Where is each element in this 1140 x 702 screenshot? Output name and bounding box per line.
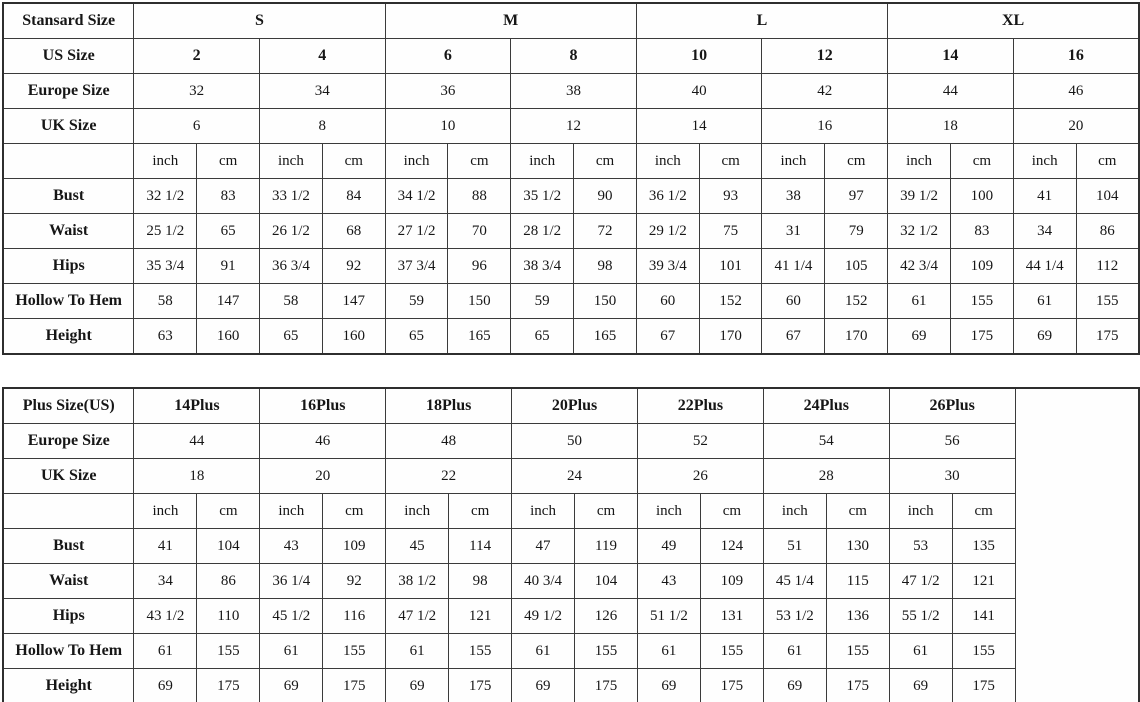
header-cell: Europe Size <box>3 424 134 459</box>
data-cell: inch <box>259 144 322 179</box>
data-cell: 63 <box>134 319 197 355</box>
table-row <box>3 459 1139 494</box>
data-cell: 30 <box>889 459 1015 494</box>
data-cell: 58 <box>259 284 322 319</box>
data-cell: 39 3/4 <box>636 249 699 284</box>
header-cell: 14 <box>888 39 1014 74</box>
data-cell: 22 <box>386 459 512 494</box>
data-cell: 175 <box>323 669 386 702</box>
data-cell: 58 <box>134 284 197 319</box>
header-cell: 26Plus <box>889 388 1015 424</box>
data-cell: 109 <box>700 564 763 599</box>
data-cell: 175 <box>950 319 1013 355</box>
data-cell: 18 <box>888 109 1014 144</box>
data-cell: 150 <box>448 284 511 319</box>
data-cell: 130 <box>826 529 889 564</box>
data-cell: 112 <box>1076 249 1139 284</box>
header-cell: Plus Size(US) <box>3 388 134 424</box>
data-cell: 155 <box>950 284 1013 319</box>
data-cell: 61 <box>889 634 952 669</box>
data-cell: 141 <box>952 599 1015 634</box>
data-cell: 44 <box>134 424 260 459</box>
data-cell: 28 <box>763 459 889 494</box>
data-cell: 46 <box>260 424 386 459</box>
table-row <box>3 179 1139 214</box>
table-row <box>3 3 1139 39</box>
data-cell: 91 <box>197 249 260 284</box>
data-cell: 35 1/2 <box>511 179 574 214</box>
data-cell: 38 <box>511 74 637 109</box>
data-cell: 170 <box>825 319 888 355</box>
data-cell: 50 <box>512 424 638 459</box>
table-row <box>3 249 1139 284</box>
data-cell: 36 1/2 <box>636 179 699 214</box>
header-cell: 10 <box>636 39 762 74</box>
data-cell: 44 <box>888 74 1014 109</box>
data-cell: 86 <box>1076 214 1139 249</box>
standard-size-tbody <box>3 3 1139 354</box>
data-cell: cm <box>950 144 1013 179</box>
data-cell: 59 <box>511 284 574 319</box>
data-cell: 155 <box>323 634 386 669</box>
data-cell: 100 <box>950 179 1013 214</box>
data-cell: 83 <box>950 214 1013 249</box>
data-cell: 69 <box>386 669 449 702</box>
data-cell: 69 <box>889 669 952 702</box>
data-cell: 32 <box>134 74 260 109</box>
data-cell: 33 1/2 <box>259 179 322 214</box>
blank-cell <box>3 144 134 179</box>
data-cell: 124 <box>700 529 763 564</box>
data-cell: 84 <box>322 179 385 214</box>
data-cell: 69 <box>763 669 826 702</box>
table-row <box>3 319 1139 355</box>
data-cell: 136 <box>826 599 889 634</box>
data-cell: 121 <box>449 599 512 634</box>
table-row <box>3 669 1139 702</box>
header-cell: Hollow To Hem <box>3 284 134 319</box>
data-cell: 98 <box>574 249 637 284</box>
data-cell: 40 <box>636 74 762 109</box>
table-row <box>3 494 1139 529</box>
data-cell: 34 <box>1013 214 1076 249</box>
table-row <box>3 39 1139 74</box>
data-cell: 175 <box>1076 319 1139 355</box>
data-cell: 61 <box>260 634 323 669</box>
data-cell: inch <box>512 494 575 529</box>
data-cell: 65 <box>259 319 322 355</box>
data-cell: 72 <box>574 214 637 249</box>
header-cell: 6 <box>385 39 511 74</box>
header-cell: Hollow To Hem <box>3 634 134 669</box>
header-cell: US Size <box>3 39 134 74</box>
data-cell: 155 <box>1076 284 1139 319</box>
data-cell: 40 3/4 <box>512 564 575 599</box>
data-cell: 8 <box>259 109 385 144</box>
data-cell: 41 <box>1013 179 1076 214</box>
header-cell: Waist <box>3 564 134 599</box>
data-cell: inch <box>636 144 699 179</box>
data-cell: 20 <box>260 459 386 494</box>
data-cell: cm <box>1076 144 1139 179</box>
data-cell: 41 <box>134 529 197 564</box>
data-cell: 61 <box>637 634 700 669</box>
data-cell: 60 <box>762 284 825 319</box>
data-cell: 93 <box>699 179 762 214</box>
data-cell: inch <box>637 494 700 529</box>
data-cell: 61 <box>1013 284 1076 319</box>
data-cell: 83 <box>197 179 260 214</box>
data-cell: 155 <box>952 634 1015 669</box>
data-cell: cm <box>197 144 260 179</box>
data-cell: 24 <box>512 459 638 494</box>
data-cell: cm <box>197 494 260 529</box>
data-cell: 92 <box>322 249 385 284</box>
data-cell: 69 <box>888 319 951 355</box>
data-cell: inch <box>385 144 448 179</box>
data-cell: 36 3/4 <box>259 249 322 284</box>
data-cell: 175 <box>197 669 260 702</box>
data-cell: cm <box>448 144 511 179</box>
data-cell: 68 <box>322 214 385 249</box>
data-cell: 54 <box>763 424 889 459</box>
header-cell: UK Size <box>3 109 134 144</box>
data-cell: 104 <box>1076 179 1139 214</box>
data-cell: 36 <box>385 74 511 109</box>
data-cell: 18 <box>134 459 260 494</box>
data-cell: 32 1/2 <box>134 179 197 214</box>
header-cell: L <box>636 3 887 39</box>
data-cell: 60 <box>636 284 699 319</box>
table-row <box>3 529 1139 564</box>
data-cell: 37 3/4 <box>385 249 448 284</box>
data-cell: 26 <box>637 459 763 494</box>
data-cell: 150 <box>574 284 637 319</box>
data-cell: 69 <box>1013 319 1076 355</box>
data-cell: 121 <box>952 564 1015 599</box>
data-cell: 65 <box>197 214 260 249</box>
header-cell: Waist <box>3 214 134 249</box>
data-cell: 6 <box>134 109 260 144</box>
standard-size-table <box>2 2 1140 355</box>
data-cell: 61 <box>888 284 951 319</box>
data-cell: cm <box>825 144 888 179</box>
data-cell: 114 <box>449 529 512 564</box>
data-cell: cm <box>699 144 762 179</box>
data-cell: cm <box>700 494 763 529</box>
data-cell: 69 <box>637 669 700 702</box>
header-cell: 16Plus <box>260 388 386 424</box>
data-cell: 109 <box>950 249 1013 284</box>
data-cell: 12 <box>511 109 637 144</box>
data-cell: inch <box>134 494 197 529</box>
header-cell: Height <box>3 669 134 702</box>
data-cell: 45 1/2 <box>260 599 323 634</box>
data-cell: 97 <box>825 179 888 214</box>
data-cell: 65 <box>511 319 574 355</box>
data-cell: 34 <box>259 74 385 109</box>
data-cell: 175 <box>575 669 638 702</box>
data-cell: 31 <box>762 214 825 249</box>
data-cell: 155 <box>700 634 763 669</box>
data-cell: 14 <box>636 109 762 144</box>
data-cell: 75 <box>699 214 762 249</box>
data-cell: 45 1/4 <box>763 564 826 599</box>
header-cell: 20Plus <box>512 388 638 424</box>
data-cell: 38 1/2 <box>386 564 449 599</box>
header-cell: M <box>385 3 636 39</box>
data-cell: inch <box>511 144 574 179</box>
data-cell: 43 1/2 <box>134 599 197 634</box>
header-cell: Bust <box>3 529 134 564</box>
data-cell: inch <box>762 144 825 179</box>
header-cell: 14Plus <box>134 388 260 424</box>
header-cell: Hips <box>3 249 134 284</box>
data-cell: 92 <box>323 564 386 599</box>
data-cell: inch <box>889 494 952 529</box>
data-cell: 26 1/2 <box>259 214 322 249</box>
data-cell: 35 3/4 <box>134 249 197 284</box>
data-cell: 155 <box>826 634 889 669</box>
data-cell: 43 <box>260 529 323 564</box>
data-cell: 131 <box>700 599 763 634</box>
data-cell: 51 1/2 <box>637 599 700 634</box>
data-cell: 101 <box>699 249 762 284</box>
data-cell: 46 <box>1013 74 1139 109</box>
table-row <box>3 388 1139 424</box>
data-cell: 32 1/2 <box>888 214 951 249</box>
data-cell: 29 1/2 <box>636 214 699 249</box>
data-cell: 165 <box>574 319 637 355</box>
data-cell: 43 <box>637 564 700 599</box>
data-cell: 10 <box>385 109 511 144</box>
data-cell: 90 <box>574 179 637 214</box>
table-row <box>3 284 1139 319</box>
data-cell: cm <box>323 494 386 529</box>
data-cell: 59 <box>385 284 448 319</box>
data-cell: 119 <box>575 529 638 564</box>
data-cell: 175 <box>700 669 763 702</box>
data-cell: 38 3/4 <box>511 249 574 284</box>
data-cell: 20 <box>1013 109 1139 144</box>
data-cell: inch <box>763 494 826 529</box>
data-cell: 126 <box>575 599 638 634</box>
table-row <box>3 144 1139 179</box>
data-cell: 56 <box>889 424 1015 459</box>
data-cell: 170 <box>699 319 762 355</box>
data-cell: 61 <box>512 634 575 669</box>
data-cell: 155 <box>575 634 638 669</box>
data-cell: 175 <box>449 669 512 702</box>
data-cell: 70 <box>448 214 511 249</box>
data-cell: 110 <box>197 599 260 634</box>
header-cell: UK Size <box>3 459 134 494</box>
data-cell: 96 <box>448 249 511 284</box>
data-cell: 69 <box>134 669 197 702</box>
table-row <box>3 424 1139 459</box>
data-cell: 42 3/4 <box>888 249 951 284</box>
data-cell: 38 <box>762 179 825 214</box>
table-row <box>3 74 1139 109</box>
data-cell: 160 <box>197 319 260 355</box>
data-cell: cm <box>449 494 512 529</box>
header-cell: XL <box>888 3 1139 39</box>
data-cell: 48 <box>386 424 512 459</box>
header-cell: 22Plus <box>637 388 763 424</box>
data-cell: 86 <box>197 564 260 599</box>
data-cell: 61 <box>763 634 826 669</box>
data-cell: 65 <box>385 319 448 355</box>
data-cell: 52 <box>637 424 763 459</box>
header-cell: 12 <box>762 39 888 74</box>
data-cell: 25 1/2 <box>134 214 197 249</box>
data-cell: 104 <box>575 564 638 599</box>
data-cell: 105 <box>825 249 888 284</box>
data-cell: 16 <box>762 109 888 144</box>
data-cell: 44 1/4 <box>1013 249 1076 284</box>
data-cell: 160 <box>322 319 385 355</box>
header-cell: Hips <box>3 599 134 634</box>
data-cell: 41 1/4 <box>762 249 825 284</box>
data-cell: inch <box>888 144 951 179</box>
data-cell: 98 <box>449 564 512 599</box>
data-cell: 104 <box>197 529 260 564</box>
data-cell: cm <box>575 494 638 529</box>
data-cell: 152 <box>825 284 888 319</box>
data-cell: 47 1/2 <box>889 564 952 599</box>
data-cell: 155 <box>197 634 260 669</box>
data-cell: cm <box>322 144 385 179</box>
header-cell: 2 <box>134 39 260 74</box>
data-cell: 109 <box>323 529 386 564</box>
data-cell: 165 <box>448 319 511 355</box>
table-row <box>3 634 1139 669</box>
data-cell: 79 <box>825 214 888 249</box>
data-cell: cm <box>574 144 637 179</box>
data-cell: inch <box>134 144 197 179</box>
data-cell: inch <box>386 494 449 529</box>
data-cell: cm <box>826 494 889 529</box>
header-cell: 24Plus <box>763 388 889 424</box>
data-cell: inch <box>260 494 323 529</box>
data-cell: 69 <box>260 669 323 702</box>
data-cell: 53 <box>889 529 952 564</box>
data-cell: 49 1/2 <box>512 599 575 634</box>
data-cell: 155 <box>449 634 512 669</box>
header-cell: Height <box>3 319 134 355</box>
table-row <box>3 599 1139 634</box>
header-cell: 8 <box>511 39 637 74</box>
header-cell: Stansard Size <box>3 3 134 39</box>
data-cell: 39 1/2 <box>888 179 951 214</box>
data-cell: 55 1/2 <box>889 599 952 634</box>
data-cell: 51 <box>763 529 826 564</box>
header-cell: Bust <box>3 179 134 214</box>
empty-cell <box>1015 388 1139 702</box>
data-cell: 147 <box>197 284 260 319</box>
data-cell: 53 1/2 <box>763 599 826 634</box>
data-cell: 47 1/2 <box>386 599 449 634</box>
data-cell: 34 1/2 <box>385 179 448 214</box>
table-row <box>3 214 1139 249</box>
data-cell: inch <box>1013 144 1076 179</box>
header-cell: S <box>134 3 385 39</box>
header-cell: 4 <box>259 39 385 74</box>
blank-cell <box>3 494 134 529</box>
data-cell: 67 <box>636 319 699 355</box>
table-row <box>3 564 1139 599</box>
data-cell: 175 <box>952 669 1015 702</box>
data-cell: 42 <box>762 74 888 109</box>
data-cell: 67 <box>762 319 825 355</box>
header-cell: Europe Size <box>3 74 134 109</box>
data-cell: 34 <box>134 564 197 599</box>
data-cell: 27 1/2 <box>385 214 448 249</box>
data-cell: cm <box>952 494 1015 529</box>
data-cell: 47 <box>512 529 575 564</box>
data-cell: 49 <box>637 529 700 564</box>
data-cell: 116 <box>323 599 386 634</box>
data-cell: 135 <box>952 529 1015 564</box>
plus-size-tbody <box>3 388 1139 702</box>
data-cell: 61 <box>386 634 449 669</box>
data-cell: 147 <box>322 284 385 319</box>
data-cell: 88 <box>448 179 511 214</box>
data-cell: 36 1/4 <box>260 564 323 599</box>
data-cell: 61 <box>134 634 197 669</box>
data-cell: 175 <box>826 669 889 702</box>
data-cell: 115 <box>826 564 889 599</box>
plus-size-table <box>2 387 1140 702</box>
data-cell: 69 <box>512 669 575 702</box>
data-cell: 152 <box>699 284 762 319</box>
data-cell: 45 <box>386 529 449 564</box>
table-row <box>3 109 1139 144</box>
header-cell: 16 <box>1013 39 1139 74</box>
data-cell: 28 1/2 <box>511 214 574 249</box>
header-cell: 18Plus <box>386 388 512 424</box>
